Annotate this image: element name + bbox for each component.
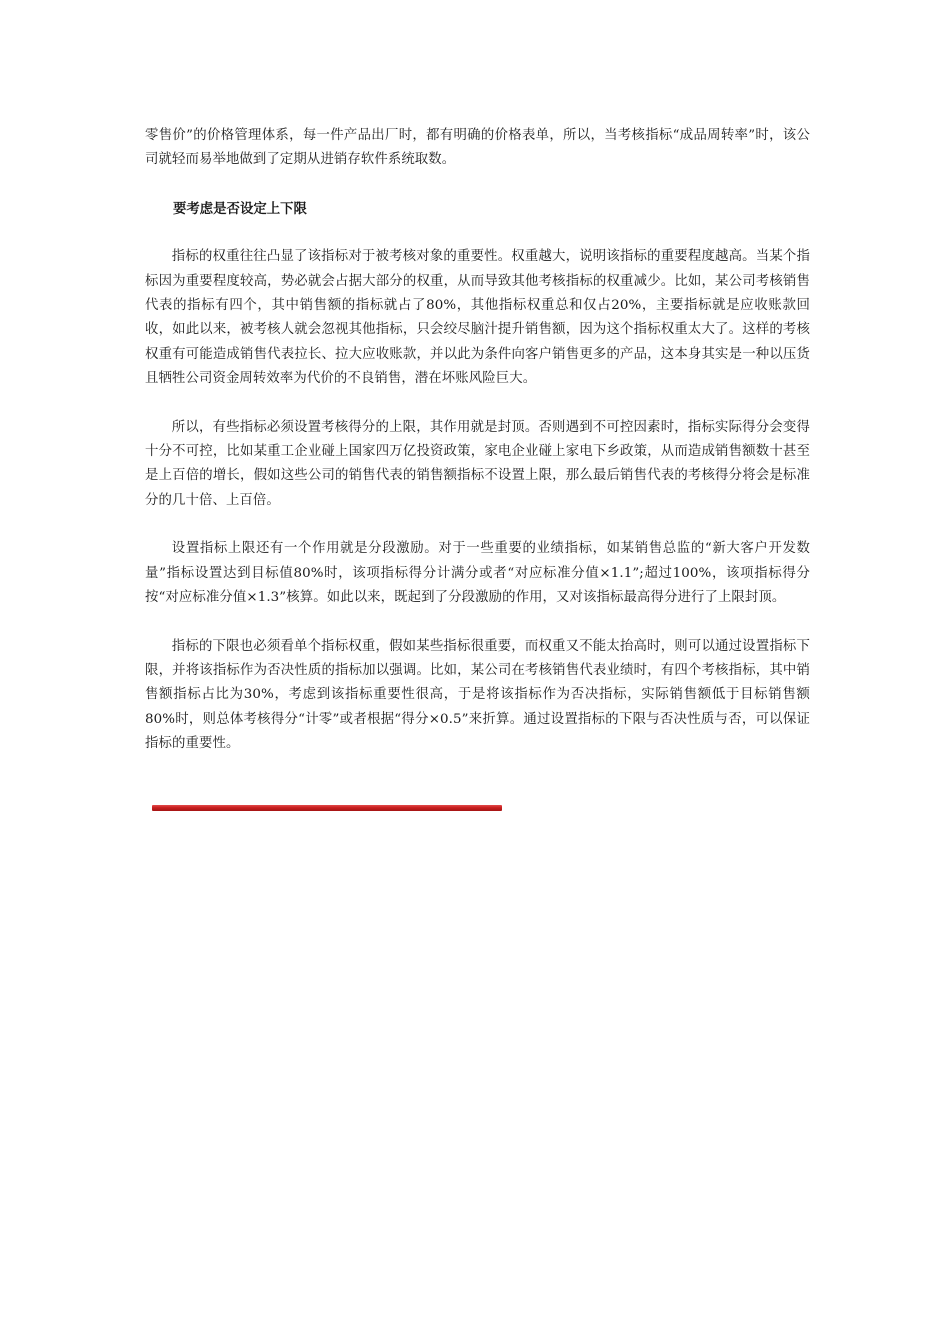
paragraph-lower-limit: 指标的下限也必须看单个指标权重，假如某些指标很重要，而权重又不能太抬高时，则可以通过设置指标下限，并将该指标作为否决性质的指标加以强调。比如，某公司在考核销售代表业绩时，有四个考核指标，其中销售额指标占比为30%，考虑到该指标重要性很高，于是将该指标作为否决指标，实际销售额低于目标销售额80%时，则总体考核得分“计零”或者根据“得分×0.5”来折算。通过设置指标的下限与否决性质与否，可以保证指标的重要性。 — [145, 638, 810, 752]
document-body — [145, 124, 810, 781]
paragraph-tiered-incentive: 设置指标上限还有一个作用就是分段激励。对于一些重要的业绩指标，如某销售总监的“新大客户开发数量”指标设置达到目标值80%时，该项指标得分计满分或者“对应标准分值×1.1”;超过100%，该项指标得分按“对应标准分值×1.3”核算。如此以来，既起到了分段激励的作用，又对该指标最高得分进行了上限封顶。 — [145, 541, 810, 606]
paragraph-weight: 指标的权重往往凸显了该指标对于被考核对象的重要性。权重越大，说明该指标的重要程度越高。当某个指标因为重要程度较高，势必就会占据大部分的权重，从而导致其他考核指标的权重减少。比如，某公司考核销售代表的指标有四个，其中销售额的指标就占了80%，其他指标权重总和仅占20%，主要指标就是应收账款回收，如此以来，被考核人就会忽视其他指标，只会绞尽脑汁提升销售额，因为这个指标权重太大了。这样的考核权重有可能造成销售代表拉长、拉大应收账款，并以此为条件向客户销售更多的产品，这本身其实是一种以压货且牺牲公司资金周转效率为代价的不良销售，潜在坏账风险巨大。 — [145, 249, 810, 387]
paragraph-continuation: 零售价”的价格管理体系，每一件产品出厂时，都有明确的价格表单，所以，当考核指标“成品周转率”时，该公司就轻而易举地做到了定期从进销存软件系统取数。 — [145, 128, 810, 168]
paragraph-upper-limit: 所以，有些指标必须设置考核得分的上限，其作用就是封顶。否则遇到不可控因素时，指标实际得分会变得十分不可控，比如某重工企业碰上国家四万亿投资政策，家电企业碰上家电下乡政策，从而造成销售额数十甚至是上百倍的增长，假如这些公司的销售代表的销售额指标不设置上限，那么最后销售代表的考核得分将会是标准分的几十倍、上百倍。 — [145, 419, 810, 508]
section-heading: 要考虑是否设定上下限 — [173, 200, 307, 217]
red-divider-line — [152, 805, 502, 811]
